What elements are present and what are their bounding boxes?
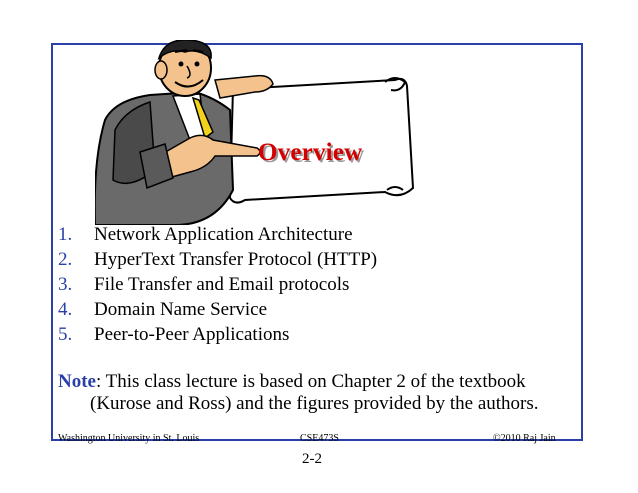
list-item-text: Domain Name Service [94,299,268,320]
list-item-number: 2. [58,249,73,270]
overview-list [58,222,377,347]
list-item-number: 1. [58,224,73,245]
list-item-text: Peer-to-Peer Applications [94,324,290,345]
list-item-number: 5. [58,324,73,345]
list-item [58,272,377,297]
list-item [58,222,377,247]
note-label: Note [58,371,96,392]
lecture-note [58,371,573,415]
list-item-text: File Transfer and Email protocols [94,274,350,295]
list-item-number: 3. [58,274,73,295]
list-item [58,297,377,322]
list-item-text: Network Application Architecture [94,224,353,245]
businessman-holding-scroll-icon [95,40,420,225]
footer-course: CSE473S [300,433,339,444]
page-number: 2-2 [302,451,322,467]
footer-institution: Washington University in St. Louis [58,433,200,444]
list-item [58,247,377,272]
note-line-2: (Kurose and Ross) and the figures provided by the authors. [90,393,539,414]
list-item [58,322,377,347]
slide-title: Overview [258,139,363,166]
list-item-text: HyperText Transfer Protocol (HTTP) [94,249,378,270]
list-item-number: 4. [58,299,73,320]
footer-copyright: ©2010 Raj Jain [493,433,556,444]
note-line-1: : This class lecture is based on Chapter 2 of the textbook [95,371,526,392]
